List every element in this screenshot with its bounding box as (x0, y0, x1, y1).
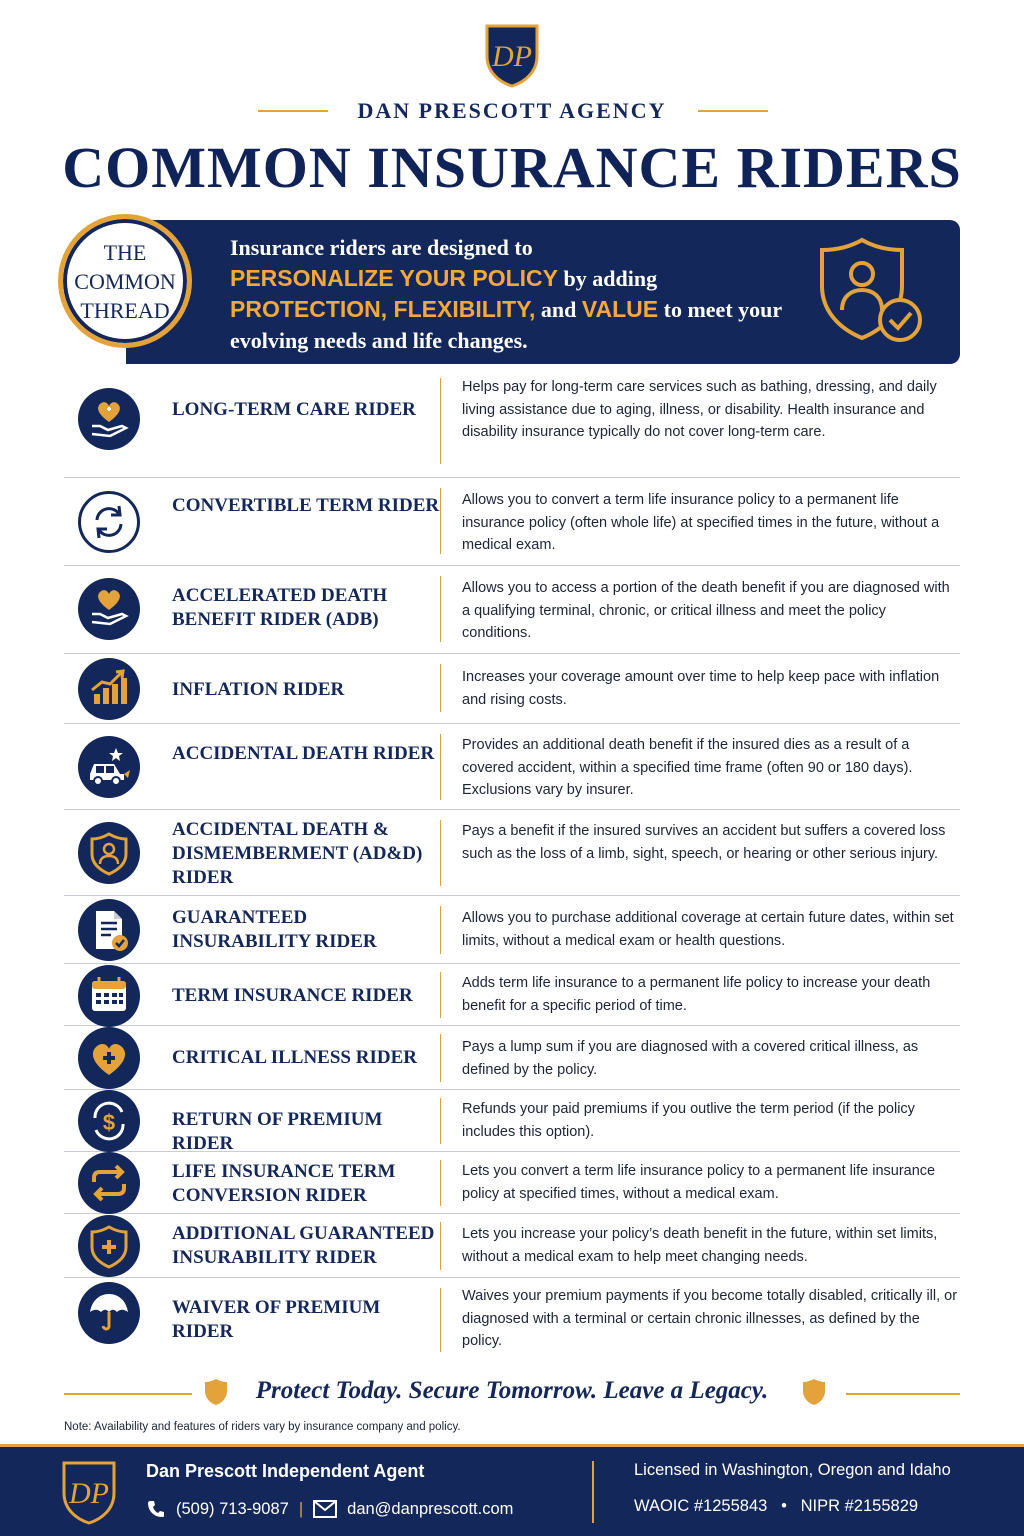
car-crash-icon (78, 736, 140, 798)
phone-icon (146, 1499, 166, 1519)
rider-description: Provides an additional death benefit if the insured dies as a result of a covered accident, within a specified time frame (often 90 or 180 days). Exclusions vary by insurer. (462, 737, 913, 798)
rider-name: CONVERTIBLE TERM RIDER (172, 495, 440, 516)
rider-row-term-insurance (64, 964, 960, 1026)
shield-plus-icon (78, 1215, 140, 1277)
dp-shield-logo-icon (60, 1459, 118, 1525)
rider-row-accidental-death (64, 724, 960, 810)
row-divider (440, 576, 441, 642)
row-divider (440, 906, 441, 954)
refresh-arrows-icon (78, 491, 140, 553)
rider-row-waiver-of-premium (64, 1278, 960, 1360)
shield-person-icon (78, 822, 140, 884)
rider-row-convertible-term (64, 478, 960, 566)
banner-highlight-protection: PROTECTION, FLEXIBILITY, (230, 296, 536, 322)
license-ids (634, 1497, 918, 1516)
rider-row-critical-illness (64, 1026, 960, 1090)
footnote: Note: Availability and features of riders vary by insurance company and policy. (64, 1421, 461, 1433)
rider-name: CRITICAL ILLNESS RIDER (172, 1047, 417, 1068)
rider-description: Waives your premium payments if you become totally disabled, critically ill, or diagnosed with a terminal or certain chronic illnesses, as defined by the policy. (462, 1288, 958, 1349)
rider-name: TERM INSURANCE RIDER (172, 985, 413, 1006)
id-bullet: • (781, 1497, 787, 1515)
shield-person-check-icon (816, 234, 926, 346)
rider-name: RETURN OF PREMIUM RIDER (172, 1109, 383, 1154)
rider-name: ADDITIONAL GUARANTEED INSURABILITY RIDER (172, 1223, 435, 1268)
license-states: Licensed in Washington, Oregon and Idaho (634, 1461, 951, 1479)
agency-name: DAN PRESCOTT AGENCY (357, 98, 667, 123)
row-divider (440, 734, 441, 800)
row-divider (440, 1160, 441, 1206)
rider-description: Allows you to access a portion of the death benefit if you are diagnosed with a qualifying terminal, chronic, or critical illness and meet the policy conditions. (462, 580, 950, 641)
heart-hand-icon (78, 578, 140, 640)
rider-name: GUARANTEED INSURABILITY RIDER (172, 907, 377, 952)
badge-line: THE (103, 239, 147, 265)
email-icon (313, 1500, 337, 1518)
row-divider (440, 1098, 441, 1144)
page-title: COMMON INSURANCE RIDERS (62, 135, 962, 200)
rider-description: Pays a benefit if the insured survives an accident but suffers a covered loss such as the loss of a limb, sight, speech, or hearing or other serious injury. (462, 823, 946, 862)
badge-line: COMMON (74, 268, 176, 294)
document-check-icon (78, 899, 140, 961)
row-divider (440, 378, 441, 464)
rider-row-long-term-care (64, 368, 960, 478)
contact-separator: | (298, 1499, 304, 1518)
rider-row-life-term-conversion (64, 1152, 960, 1214)
rider-row-guaranteed-insurability (64, 896, 960, 964)
banner-highlight-value: VALUE (581, 296, 659, 322)
rider-description: Pays a lump sum if you are diagnosed with a covered critical illness, as defined by the policy. (462, 1039, 919, 1078)
phone-number[interactable]: (509) 713-9087 (176, 1499, 289, 1518)
nipr-number: NIPR #2155829 (800, 1497, 919, 1515)
rider-row-inflation (64, 654, 960, 724)
row-divider (440, 1034, 441, 1082)
svg-text:DP: DP (69, 1477, 109, 1510)
badge-line: THREAD (80, 297, 170, 323)
rider-description: Allows you to convert a term life insurance policy to a permanent life insurance policy (often whole life) at specified times in the future, without a medical exam. (462, 492, 940, 553)
agent-name: Dan Prescott Independent Agent (146, 1461, 425, 1481)
banner-text (230, 232, 820, 356)
row-divider (440, 488, 441, 554)
calendar-icon (78, 965, 140, 1027)
banner-text-3: and (535, 297, 582, 322)
footer-divider (592, 1461, 594, 1523)
rider-name: ACCIDENTAL DEATH & DISMEMBERMENT (AD&D) RIDER (172, 819, 423, 888)
rider-name: WAIVER OF PREMIUM RIDER (172, 1297, 381, 1342)
rider-description: Refunds your paid premiums if you outlive the term period (if the policy includes this option). (462, 1101, 915, 1140)
svg-text:$: $ (102, 1110, 116, 1135)
umbrella-icon (78, 1282, 140, 1344)
banner-text-4: to meet your (658, 297, 783, 322)
rider-row-accelerated-death-benefit (64, 566, 960, 654)
rider-row-return-of-premium (64, 1090, 960, 1152)
rider-row-additional-guaranteed-insurability (64, 1214, 960, 1278)
rider-name: LONG-TERM CARE RIDER (172, 399, 416, 420)
tagline: Protect Today. Secure Tomorrow. Leave a Legacy. (255, 1377, 769, 1404)
row-divider (440, 820, 441, 886)
rider-description: Lets you convert a term life insurance policy to a permanent life insurance policy at specified times, without a medical exam. (462, 1163, 936, 1202)
swap-arrows-icon (78, 1152, 140, 1214)
waoic-number: WAOIC #1255843 (634, 1497, 768, 1515)
banner-text-1: Insurance riders are designed to (230, 235, 533, 260)
banner-text-5: evolving needs and life changes. (230, 328, 528, 353)
heart-plus-icon (78, 1027, 140, 1089)
rider-description: Adds term life insurance to a permanent life policy to increase your death benefit for a specific period of time. (462, 975, 931, 1014)
rider-description: Allows you to purchase additional coverage at certain future dates, within set limits, without a medical exam or health questions. (462, 910, 954, 949)
agency-header (0, 96, 1024, 126)
rider-name: ACCIDENTAL DEATH RIDER (172, 743, 435, 764)
common-thread-badge (58, 214, 192, 348)
row-divider (440, 664, 441, 712)
row-divider (440, 1288, 441, 1352)
rider-description: Helps pay for long-term care services such as bathing, dressing, and daily living assistance due to aging, illness, or disability. Health insurance and disability insurance typically do not cover long-term care. (462, 379, 937, 440)
banner-text-2: by adding (558, 266, 658, 291)
rider-name: LIFE INSURANCE TERM CONVERSION RIDER (172, 1161, 396, 1206)
rider-row-ad-and-d (64, 810, 960, 896)
row-divider (440, 1222, 441, 1270)
rider-name: INFLATION RIDER (172, 679, 345, 700)
growth-chart-icon (78, 658, 140, 720)
rider-description: Increases your coverage amount over time to help keep pace with inflation and rising costs. (462, 669, 940, 708)
row-divider (440, 972, 441, 1018)
dollar-cycle-icon (78, 1090, 140, 1152)
contact-info (146, 1499, 513, 1519)
dp-shield-logo-icon (483, 22, 541, 88)
rider-description: Lets you increase your policy’s death benefit in the future, within set limits, without a medical exam to help meet changing needs. (462, 1226, 938, 1265)
footer (0, 1444, 1024, 1536)
rider-name: ACCELERATED DEATH BENEFIT RIDER (ADB) (172, 585, 388, 630)
banner-highlight-personalize: PERSONALIZE YOUR POLICY (230, 265, 559, 291)
email-address[interactable]: dan@danprescott.com (347, 1499, 514, 1518)
heart-hand-icon (78, 388, 140, 450)
svg-text:DP: DP (492, 40, 532, 73)
